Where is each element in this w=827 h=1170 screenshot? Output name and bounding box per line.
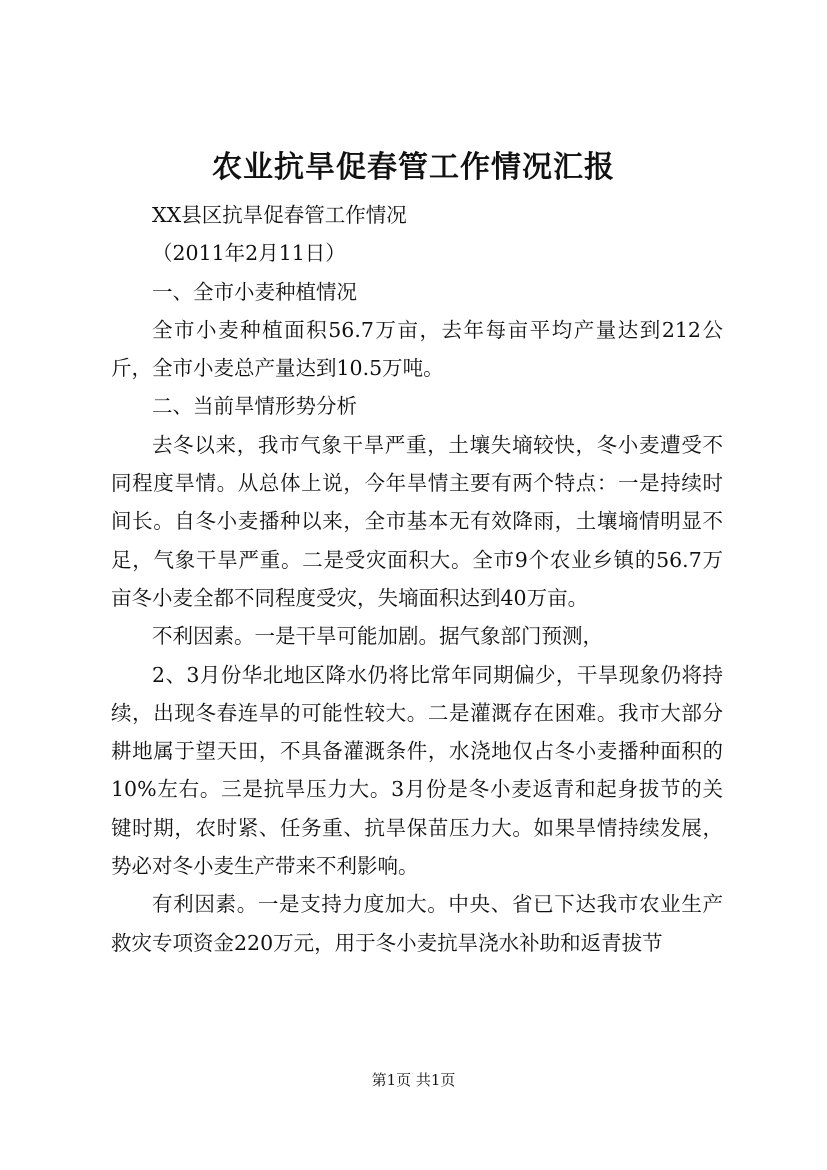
body-paragraph: 去冬以来，我市气象干旱严重，土壤失墒较快，冬小麦遭受不同程度旱情。从总体上说，今年旱情主要有两个特点：一是持续时间长。自冬小麦播种以来，全市基本无有效降雨，土壤墒情明显不足，气象干旱严重。二是受灾面积大。全市9个农业乡镇的56.7万亩冬小麦全都不同程度受灾，失墒面积达到40万亩。 — [111, 432, 723, 610]
subtitle-paragraph: XX县区抗旱促春管工作情况 — [152, 203, 407, 227]
body-paragraph: 2、3月份华北地区降水仍将比常年同期偏少，干旱现象仍将持续，出现冬春连旱的可能性较大。二是灌溉存在困难。我市大部分耕地属于望天田，不具备灌溉条件，水浇地仅占冬小麦播种面积的10%左右。三是抗旱压力大。3月份是冬小麦返青和起身拔节的关键时期，农时紧、任务重、抗旱保苗压力大。如果旱情持续发展，势必对冬小麦生产带来不利影响。 — [111, 662, 723, 879]
body-paragraph: 有利因素。一是支持力度加大。中央、省已下达我市农业生产救灾专项资金220万元，用于冬小麦抗旱浇水补助和返青拔节 — [111, 892, 723, 955]
document-title: 农业抗旱促春管工作情况汇报 — [212, 150, 615, 185]
section-heading-2: 二、当前旱情形势分析 — [152, 394, 357, 419]
body-paragraph: 全市小麦种植面积56.7万亩，去年每亩平均产量达到212公斤，全市小麦总产量达到10.5万吨。 — [111, 317, 723, 381]
document-body — [111, 196, 723, 962]
page-number-footer: 第1页 共1页 — [371, 1071, 456, 1089]
date-paragraph: （2011年2月11日） — [152, 241, 346, 266]
section-heading-1: 一、全市小麦种植情况 — [152, 279, 357, 304]
body-paragraph: 不利因素。一是干旱可能加剧。据气象部门预测， — [152, 624, 603, 649]
